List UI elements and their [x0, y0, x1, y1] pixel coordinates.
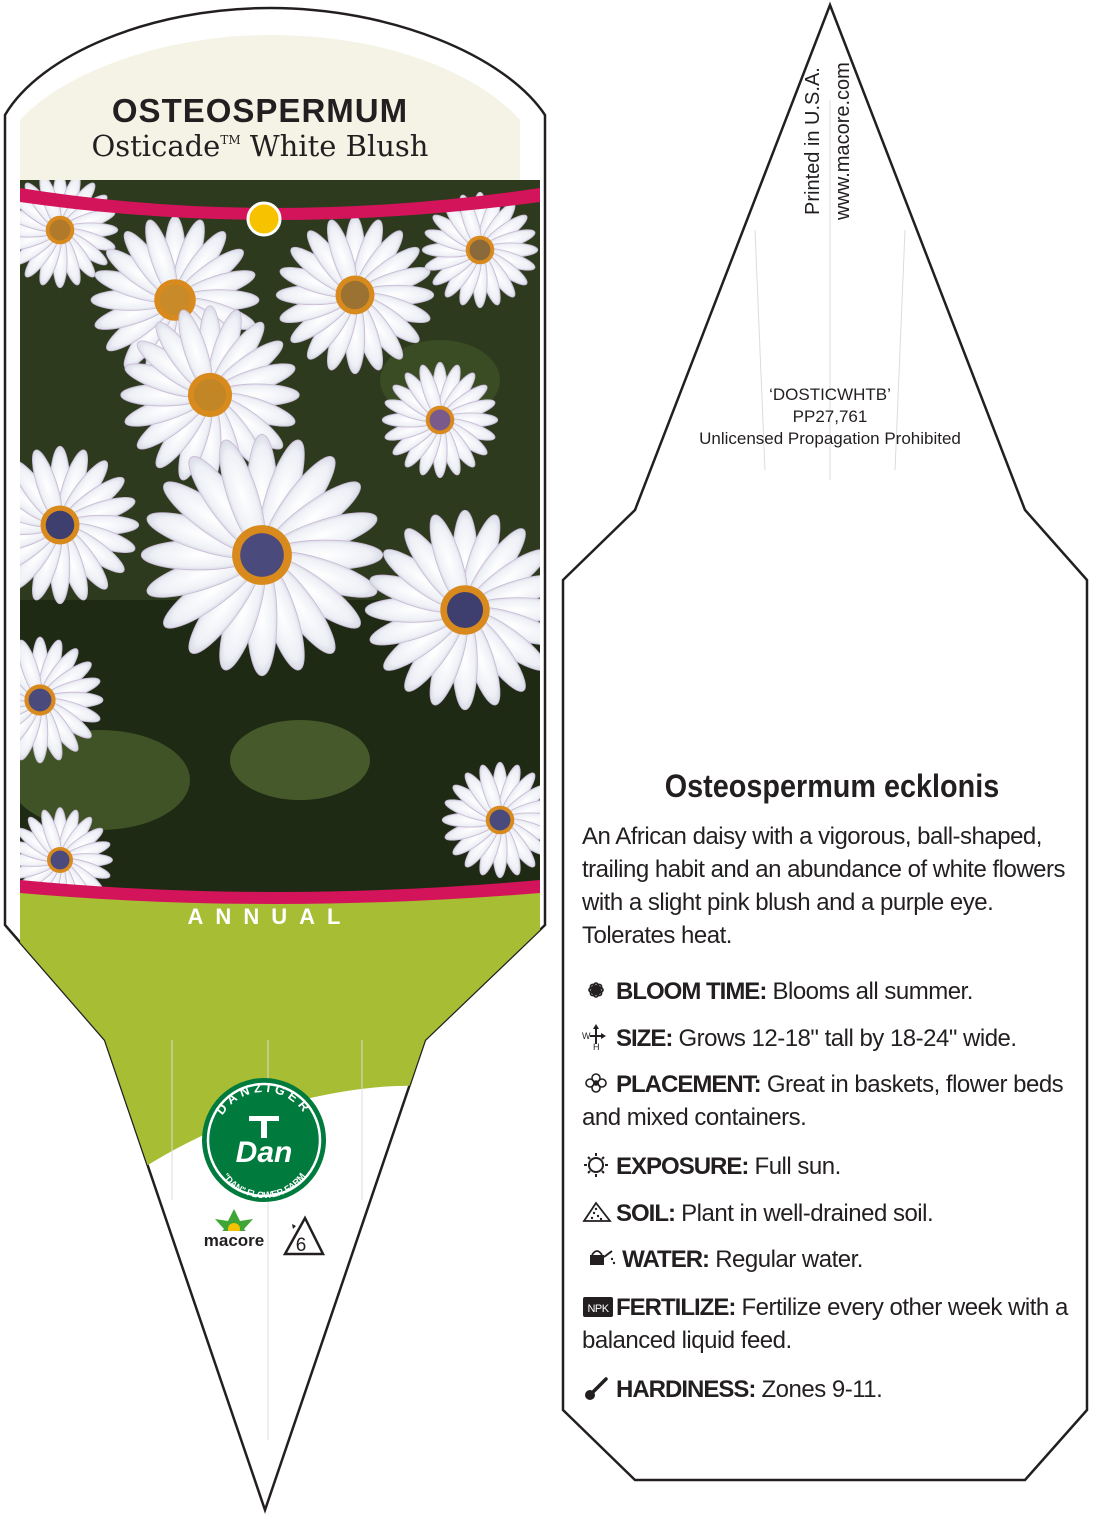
attr-fertilize: NPK FERTILIZE: Fertilize every other week with a balanced liquid feed.	[582, 1294, 1068, 1354]
cultivar-name: Osticade™ White Blush	[91, 129, 429, 163]
placement-icon	[582, 1070, 616, 1096]
hardiness-icon	[582, 1375, 616, 1401]
patent-number: PP27,761	[792, 407, 868, 426]
printed-notice: Printed in U.S.A.	[802, 67, 824, 215]
plant-category: ANNUAL	[187, 904, 353, 929]
attr-hardiness: HARDINESS: Zones 9-11.	[582, 1373, 1072, 1406]
website-link[interactable]: www.macore.com	[832, 62, 854, 220]
attr-water: WATER: Regular water.	[582, 1243, 1072, 1276]
attr-size: W H SIZE: Grows 12-18" tall by 18-24" wide.	[582, 1025, 1017, 1052]
logo-text-top: DANZIGER	[212, 1079, 316, 1118]
size-icon	[582, 1024, 616, 1050]
attr-bloom-time: BLOOM TIME: Blooms all summer.	[582, 975, 1072, 1008]
danziger-logo	[202, 1078, 326, 1202]
logo-text-center: Dan	[235, 1136, 293, 1169]
species-name: OSTEOSPERMUM	[111, 92, 409, 129]
svg-text:NPK: NPK	[587, 1303, 609, 1315]
soil-icon	[582, 1199, 616, 1225]
svg-text:W: W	[582, 1031, 590, 1041]
svg-text:H: H	[593, 1042, 599, 1050]
color-bullet-icon	[248, 203, 280, 235]
water-icon	[582, 1245, 616, 1271]
logo-text-bottom: "DAN" FLOWER FARM	[220, 1171, 308, 1201]
attr-soil: SOIL: Plant in well-drained soil.	[582, 1197, 1072, 1230]
svg-text:6: 6	[295, 1235, 307, 1256]
attr-placement: PLACEMENT: Great in baskets, flower beds and mixed containers.	[582, 1071, 1064, 1131]
svg-text:macore: macore	[203, 1231, 265, 1250]
attr-exposure: EXPOSURE: Full sun.	[582, 1150, 1072, 1183]
description: An African daisy with a vigorous, ball-shaped, trailing habit and an abundance of white flowers with a slight pink blush and a purple eye. Tolerates heat.	[582, 823, 1065, 949]
fertilize-icon	[582, 1293, 616, 1319]
bloom-time-icon	[582, 977, 616, 1003]
variety-code: ‘DOSTICWHTB’	[769, 385, 891, 404]
exposure-icon	[582, 1152, 616, 1178]
propagation-notice: Unlicensed Propagation Prohibited	[699, 429, 961, 448]
scientific-name: Osteospermum ecklonis	[664, 768, 1000, 804]
